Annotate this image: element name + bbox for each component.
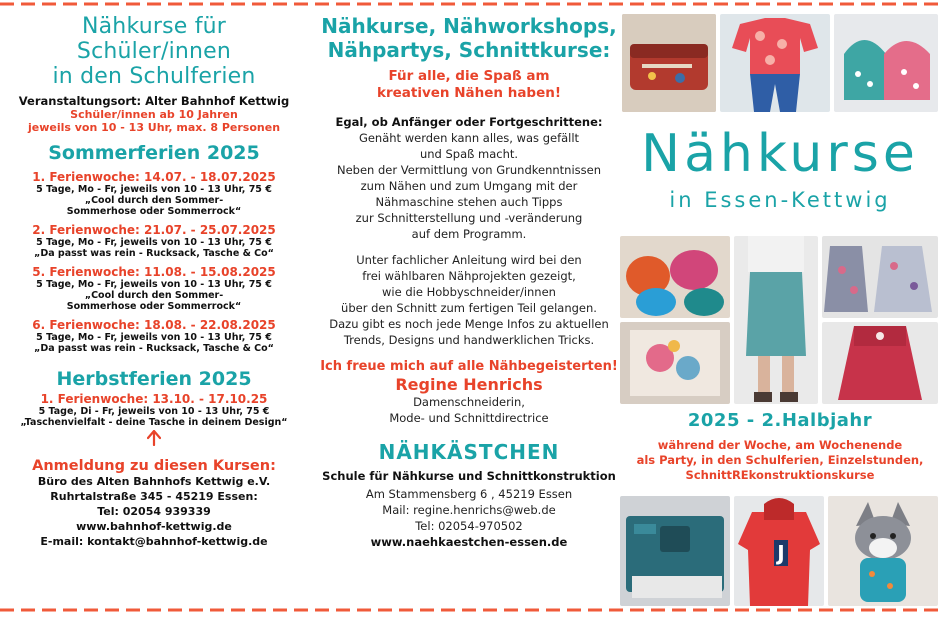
para1-line: Nähmaschine stehen auch Tipps <box>375 195 563 209</box>
para2-line: über den Schnitt zum fertigen Teil gelangen. <box>341 301 597 315</box>
left-title-line1: Nähkurse für Schüler/innen <box>76 14 232 64</box>
registration-website: www.bahnhof-kettwig.de <box>76 520 232 533</box>
greeting: Ich freue mich auf alle Nähbegeisterten! <box>320 359 618 374</box>
week-quote: „Cool durch den Sommer- <box>84 195 224 206</box>
hoodie-photo <box>734 496 824 606</box>
pencil-case-photo <box>622 14 716 112</box>
para1-line: Genäht werden kann alles, was gefällt <box>358 131 580 145</box>
para1-line: auf dem Programm. <box>411 227 527 241</box>
left-title-line2: in den Schulferien <box>52 64 256 89</box>
week-quote-2: Sommerhose oder Sommerrock“ <box>66 206 242 217</box>
summer-week-2 <box>6 223 302 259</box>
registration-title: Anmeldung zu diesen Kursen: <box>32 458 276 474</box>
summer-week-1 <box>6 170 302 217</box>
para1-line: zum Nähen und zum Umgang mit der <box>360 179 578 193</box>
para2-line: Trends, Designs und handwerklichen Tricks. <box>343 333 595 347</box>
fox-plush-photo <box>828 496 938 606</box>
bags-photo <box>834 14 938 112</box>
registration-email: E-mail: kontakt@bahnhof-kettwig.de <box>40 535 268 548</box>
week-title: 1. Ferienwoche: 13.10. - 17.10.25 <box>40 392 268 406</box>
autumn-title: Herbstferien 2025 <box>56 368 252 390</box>
summer-week-5 <box>6 265 302 312</box>
week-detail: 5 Tage, Mo - Fr, jeweils von 10 - 13 Uhr, 75 € <box>36 237 272 248</box>
skirt-photo <box>734 236 818 404</box>
week-quote: „Taschenvielfalt - deine Tasche in deinem Design“ <box>20 417 288 428</box>
registration-phone: Tel: 02054 939339 <box>97 505 211 518</box>
time-info: jeweils von 10 - 13 Uhr, max. 8 Personen <box>27 121 281 134</box>
school-name: Schule für Nähkurse und Schnittkonstruktion <box>322 469 616 483</box>
para2-line: Dazu gibt es noch jede Menge Infos zu aktuellen <box>329 317 609 331</box>
halbjahr-title: 2025 - 2.Halbjahr <box>687 410 873 431</box>
middle-title-line1: Nähkurse, Nähworkshops, <box>321 14 617 38</box>
teacher-role-2: Mode- und Schnittdirectrice <box>389 411 549 425</box>
week-quote: „Cool durch den Sommer- <box>84 290 224 301</box>
main-subtitle: in Essen-Kettwig <box>669 188 891 212</box>
para1-lead: Egal, ob Anfänger oder Fortgeschrittene: <box>335 115 603 129</box>
school-mail: Mail: regine.henrichs@web.de <box>382 503 556 517</box>
right-column <box>620 14 940 608</box>
summer-week-6 <box>6 318 302 354</box>
week-title: 1. Ferienwoche: 14.07. - 18.07.2025 <box>32 170 276 184</box>
brand-name: NÄHKÄSTCHEN <box>378 440 560 464</box>
week-quote-2: Sommerhose oder Sommerrock“ <box>66 301 242 312</box>
kids-shirt-photo <box>720 14 830 112</box>
week-detail: 5 Tage, Mo - Fr, jeweils von 10 - 13 Uhr, 75 € <box>36 184 272 195</box>
venue: Veranstaltungsort: Alter Bahnhof Kettwig <box>18 94 290 108</box>
notebook-sleeve-photo <box>620 496 730 606</box>
offer-line-2: als Party, in den Schulferien, Einzelstunden, <box>636 453 924 467</box>
para2-line: wie die Hobbyschneider/innen <box>382 285 556 299</box>
week-title: 6. Ferienwoche: 18.08. - 22.08.2025 <box>32 318 276 332</box>
para2-line: frei wählbaren Nähprojekten gezeigt, <box>362 269 576 283</box>
painted-bag-photo <box>620 322 730 404</box>
tagline-line2: kreativen Nähen haben! <box>376 85 562 101</box>
offer-line-3: SchnittREkonstruktionskurse <box>685 468 875 482</box>
registration-office: Büro des Alten Bahnhofs Kettwig e.V. <box>37 475 271 488</box>
arrow-up-icon <box>6 430 302 450</box>
middle-column <box>318 14 620 550</box>
summer-title: Sommerferien 2025 <box>48 142 260 164</box>
week-quote: „Da passt was rein - Rucksack, Tasche & Co“ <box>34 343 274 354</box>
para2-line: Unter fachlicher Anleitung wird bei den <box>356 253 582 267</box>
registration-address: Ruhrtalstraße 345 - 45219 Essen: <box>50 490 258 503</box>
main-title: Nähkurse <box>641 124 919 184</box>
baby-dresses-photo <box>822 236 938 318</box>
teacher-name: Regine Henrichs <box>395 375 543 394</box>
fabric-baskets-photo <box>620 236 730 318</box>
week-title: 2. Ferienwoche: 21.07. - 25.07.2025 <box>32 223 276 237</box>
para1-line: Neben der Vermittlung von Grundkenntnissen <box>336 163 602 177</box>
svg-text:J: J <box>777 541 785 565</box>
autumn-week <box>6 392 302 428</box>
bottom-dashed-border <box>0 608 940 612</box>
para1-line: und Spaß macht. <box>419 147 519 161</box>
middle-title-line2: Nähpartys, Schnittkurse: <box>327 38 611 62</box>
week-title: 5. Ferienwoche: 11.08. - 15.08.2025 <box>32 265 276 279</box>
week-quote: „Da passt was rein - Rucksack, Tasche & Co“ <box>34 248 274 259</box>
school-website: www.naehkaestchen-essen.de <box>370 535 568 549</box>
school-address: Am Stammensberg 6 , 45219 Essen <box>365 487 573 501</box>
red-dress-photo <box>822 322 938 404</box>
left-column <box>6 14 302 549</box>
offer-line-1: während der Woche, am Wochenende <box>657 438 903 452</box>
week-detail: 5 Tage, Mo - Fr, jeweils von 10 - 13 Uhr, 75 € <box>36 279 272 290</box>
week-detail: 5 Tage, Di - Fr, jeweils von 10 - 13 Uhr, 75 € <box>38 406 270 417</box>
school-phone: Tel: 02054-970502 <box>415 519 523 533</box>
top-dashed-border <box>0 2 940 6</box>
para1-line: zur Schnitterstellung und -veränderung <box>355 211 583 225</box>
teacher-role-1: Damenschneiderin, <box>413 395 525 409</box>
tagline-line1: Für alle, die Spaß am <box>388 68 550 84</box>
week-detail: 5 Tage, Mo - Fr, jeweils von 10 - 13 Uhr, 75 € <box>36 332 272 343</box>
age-group: Schüler/innen ab 10 Jahren <box>70 108 238 121</box>
